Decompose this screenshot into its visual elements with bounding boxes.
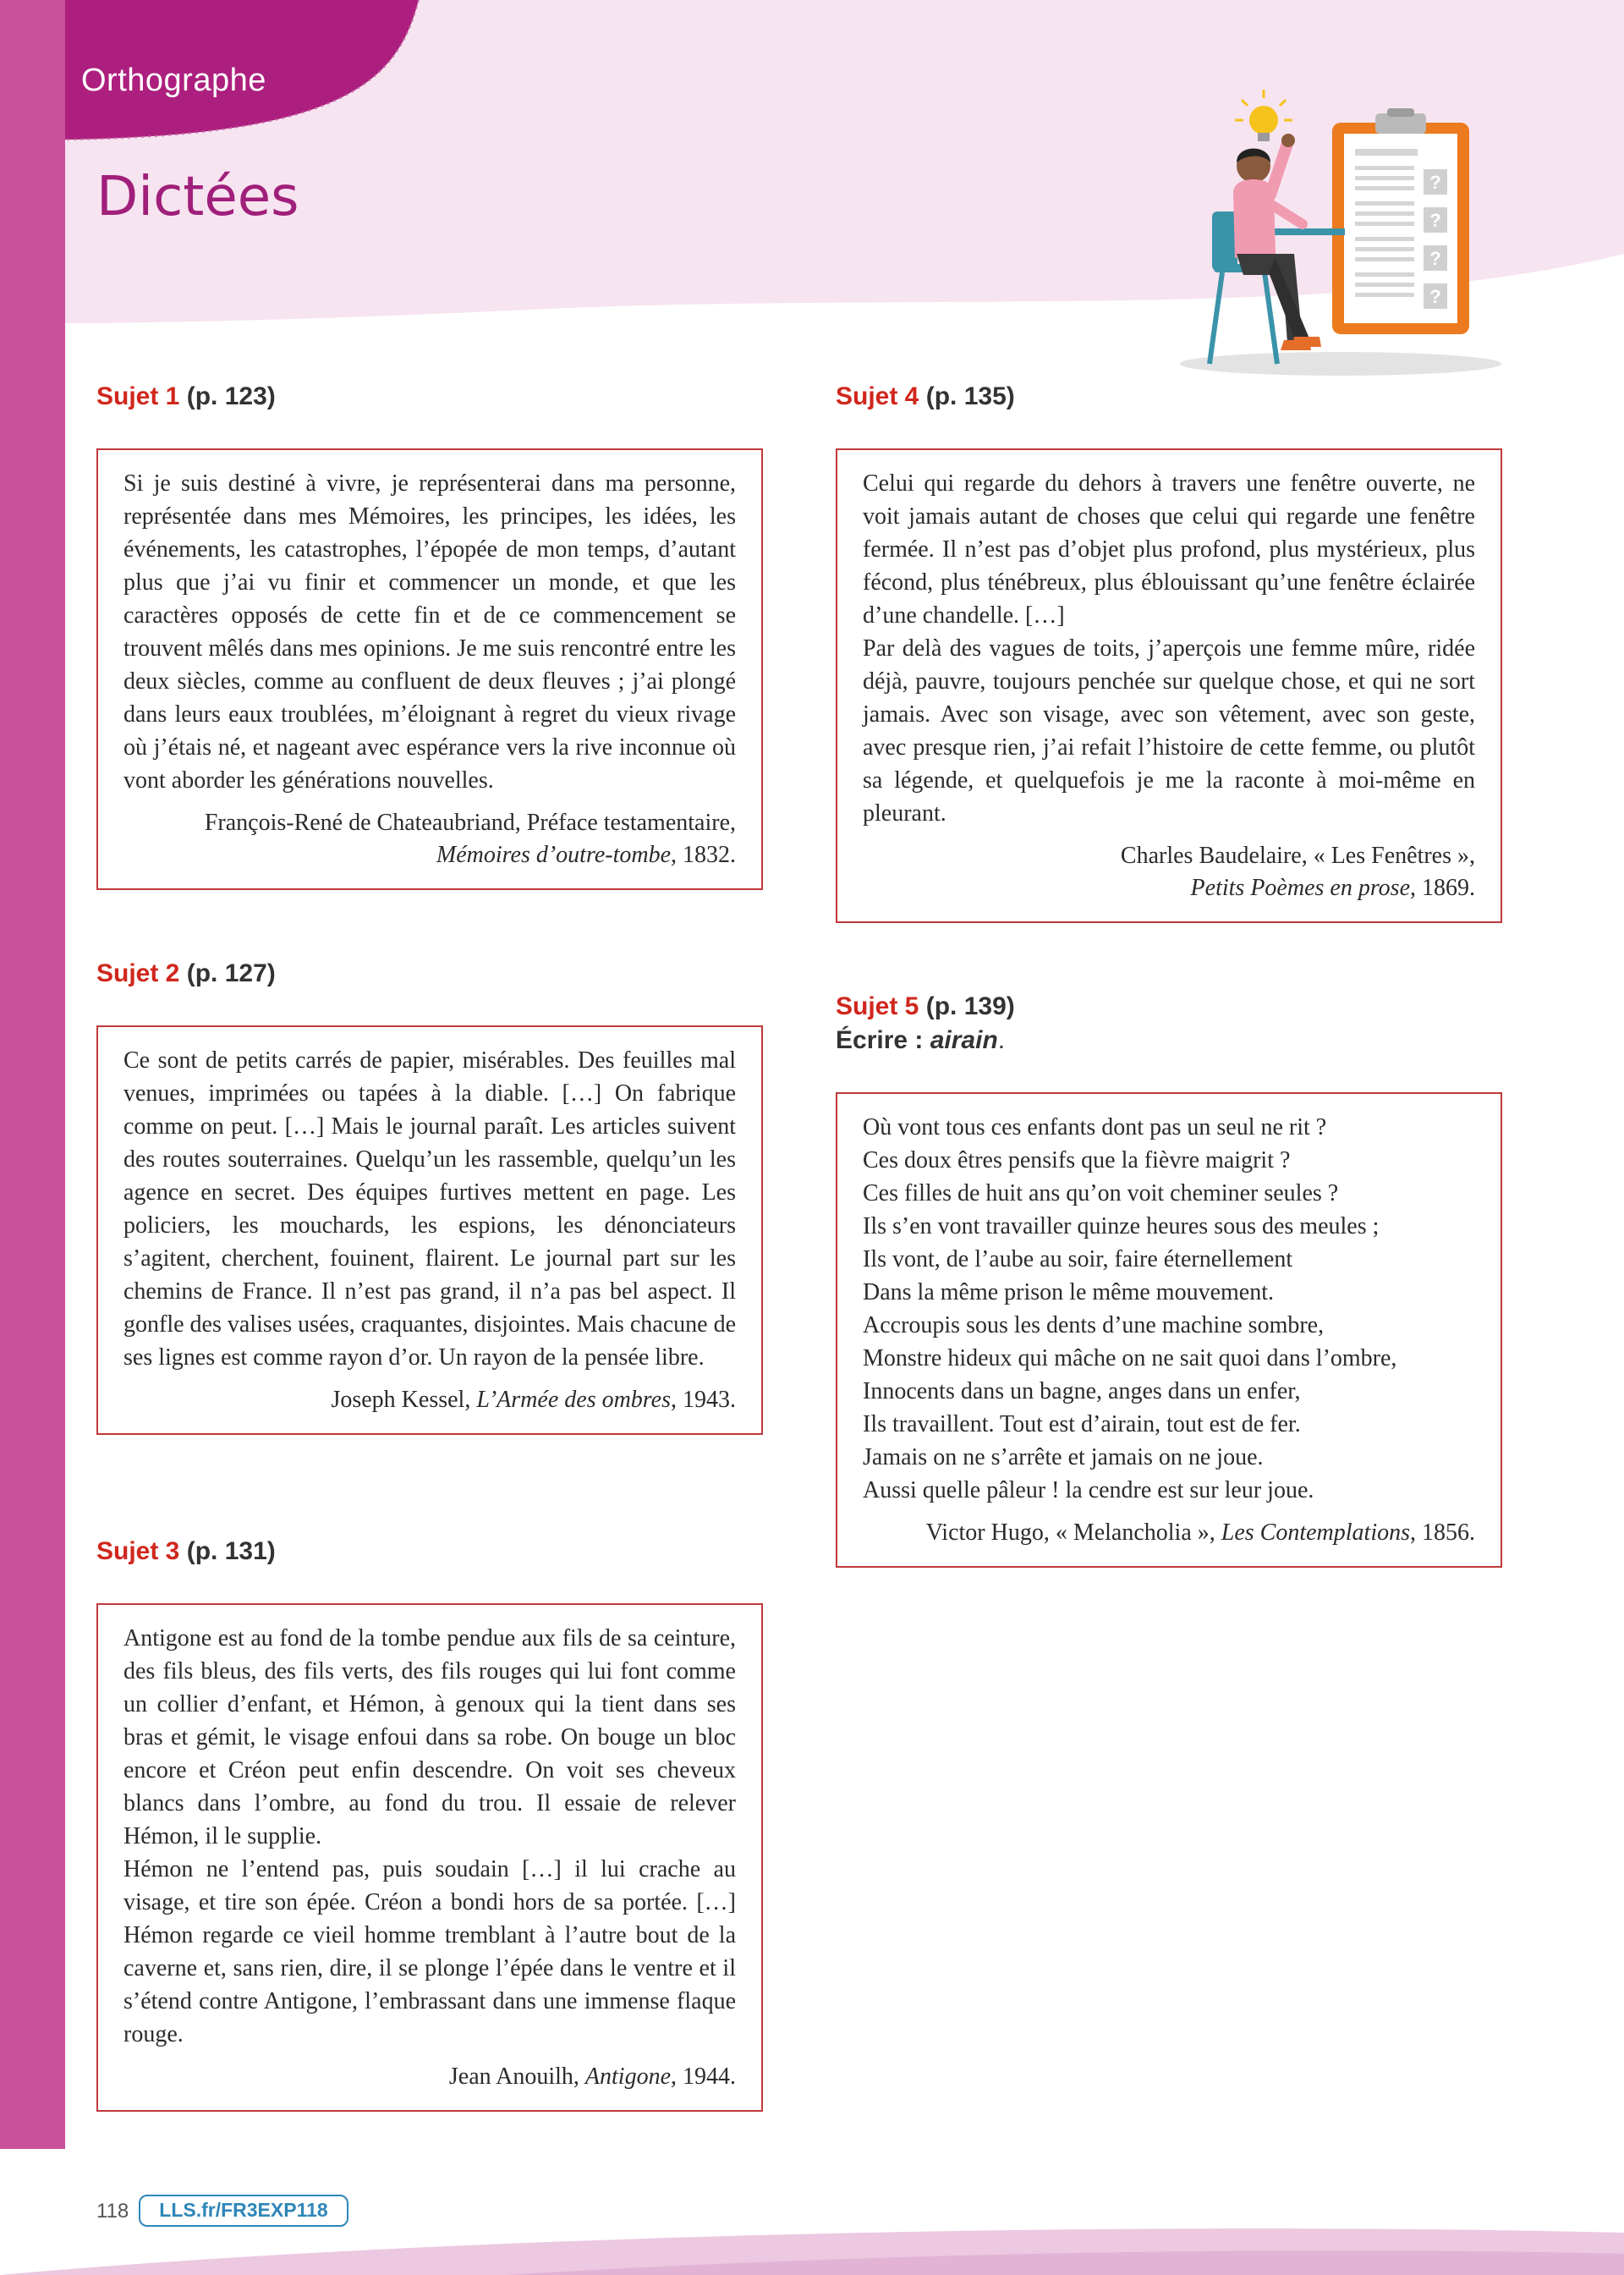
sujet-4-source-work: Petits Poèmes en prose — [1190, 875, 1410, 901]
sujet-3-heading — [96, 1535, 763, 1569]
sidebar-band — [0, 0, 65, 2149]
sujet-3-source — [123, 2061, 736, 2093]
page-title: Dictées — [96, 166, 299, 228]
sujet-3-paragraph-2: Hémon ne l’entend pas, puis soudain […] il lui crache au visage, et tire son épée. Créon a bondi hors de sa portée. […] Hémon regarde ce vieil homme tremblant à l’autre bout de la caverne et, sans rien, dire, il se plonge l’épée dans le ventre et il s’étend contre Antigone, l’embrassant dans une immense flaque rouge. — [123, 1856, 736, 2047]
poem-line: Ces filles de huit ans qu’on voit cheminer seules ? — [863, 1180, 1339, 1206]
sujet-3-paragraph-1: Antigone est au fond de la tombe pendue aux fils de sa ceinture, des fils bleus, des fils verts, des fils rouges qui lui font comme un collier d’enfant, et Hémon, à genoux qui la tient dans ses bras et gémit, le visage enfoui dans sa robe. On bouge un bloc encore et Créon peut enfin descendre. On voit ses cheveux blancs dans l’ombre, au fond du trou. Il essaie de relever Hémon, il le supplie. — [123, 1625, 736, 1849]
sujet-5-poem — [863, 1111, 1475, 1507]
lls-link[interactable]: LLS.fr/FR3EXP118 — [139, 2195, 348, 2227]
sujet-4-paragraph-2: Par delà des vagues de toits, j’aperçois une femme mûre, ridée déjà, pauvre, toujours penchée sur quelque chose, et qui ne sort jamais. Avec son visage, avec son vêtement, avec son geste, avec presque rien, j’ai refait l’histoire de cette femme, ou plutôt sa légende, et quelquefois je me la raconte à moi-même en pleurant. — [863, 635, 1475, 827]
poem-line: Ils travaillent. Tout est d’airain, tout est de fer. — [863, 1411, 1301, 1437]
sujet-1-label: Sujet 1 — [96, 382, 180, 410]
poem-line: Où vont tous ces enfants dont pas un seul ne rit ? — [863, 1114, 1327, 1140]
sujet-1-source-year: 1832. — [677, 842, 736, 868]
sujet-5-label: Sujet 5 — [836, 992, 919, 1020]
sujet-4-heading — [836, 380, 1502, 414]
poem-line: Ils s’en vont travailler quinze heures sous des meules ; — [863, 1213, 1380, 1239]
poem-line: Accroupis sous les dents d’une machine sombre, — [863, 1312, 1325, 1338]
sujet-5 — [836, 990, 1502, 1568]
sujet-5-instruction — [836, 1024, 1502, 1058]
sujet-3-text-box — [96, 1603, 763, 2112]
sujet-1-text-box — [96, 448, 763, 890]
sujet-4-source-year: , 1869. — [1410, 875, 1475, 901]
sujet-2 — [96, 957, 763, 1435]
sujet-1-paragraph: Si je suis destiné à vivre, je représenterai dans ma personne, représentée dans mes Mémoires, les principes, les idées, les événements, les catastrophes, l’épopée de mon temps, d’autant plus que j’ai vu finir et commencer un monde, et que les caractères opposés de cette fin et de ce commencement se trouvent mêlés dans mes opinions. Je me suis rencontré entre les deux siècles, comme au confluent de deux fleuves ; j’ai plongé dans leurs eaux troublées, m’éloignant à regret du vieux rivage où j’étais né, et nageant avec espérance vers la rive inconnue où vont aborder les générations nouvelles. — [123, 470, 736, 794]
sujet-1 — [96, 380, 763, 890]
sujet-4-label: Sujet 4 — [836, 382, 919, 410]
question-mark-2: ? — [1429, 210, 1441, 231]
sujet-2-label: Sujet 2 — [96, 959, 180, 987]
sujet-2-page: (p. 127) — [186, 959, 276, 987]
question-mark-1: ? — [1429, 172, 1441, 193]
sujet-5-source-work: Les Contemplations — [1221, 1519, 1410, 1546]
sujet-3-source-work: Antigone — [584, 2063, 671, 2090]
sujet-1-source-work: Mémoires d’outre-tombe, — [436, 842, 677, 868]
sujet-3 — [96, 1535, 763, 2112]
section-label: Orthographe — [81, 63, 266, 98]
sujet-2-source-author: Joseph Kessel, — [331, 1387, 477, 1413]
sujet-1-heading — [96, 380, 763, 414]
sujet-4-source — [863, 840, 1475, 904]
sujet-5-heading — [836, 990, 1502, 1058]
poem-line: Dans la même prison le même mouvement. — [863, 1279, 1274, 1305]
sujet-4-text-box — [836, 448, 1502, 923]
sujet-2-heading — [96, 957, 763, 991]
sujet-3-source-year: , 1944. — [671, 2063, 736, 2090]
sujet-2-source-work: L’Armée des ombres — [476, 1387, 671, 1413]
poem-line: Ils vont, de l’aube au soir, faire éternellement — [863, 1246, 1293, 1272]
sujet-4 — [836, 380, 1502, 923]
sujet-4-source-author: Charles Baudelaire, « Les Fenêtres », — [1120, 843, 1475, 869]
sujet-5-instruction-word: airain — [930, 1026, 998, 1054]
sujet-1-source — [123, 807, 736, 871]
poem-line: Aussi quelle pâleur ! la cendre est sur leur joue. — [863, 1477, 1314, 1503]
sujet-5-source-year: , 1856. — [1410, 1519, 1475, 1546]
sujet-5-instruction-prefix: Écrire : — [836, 1026, 930, 1054]
sujet-1-page: (p. 123) — [186, 382, 276, 410]
sujet-3-source-author: Jean Anouilh, — [448, 2063, 585, 2090]
sujet-4-paragraph-1: Celui qui regarde du dehors à travers une fenêtre ouverte, ne voit jamais autant de choses que celui qui regarde une fenêtre fermée. Il n’est pas d’objet plus profond, plus mystérieux, plus fécond, plus ténébreux, plus éblouissant qu’une fenêtre éclairée d’une chandelle. […] — [863, 470, 1475, 629]
poem-line: Monstre hideux qui mâche on ne sait quoi dans l’ombre, — [863, 1345, 1397, 1371]
sujet-2-source — [123, 1384, 736, 1416]
page-number: 118 — [96, 2200, 129, 2223]
poem-line: Ces doux êtres pensifs que la fièvre maigrit ? — [863, 1147, 1291, 1173]
sujet-5-page: (p. 139) — [925, 992, 1015, 1020]
poem-line: Innocents dans un bagne, anges dans un enfer, — [863, 1378, 1301, 1404]
sujet-1-source-author: François-René de Chateaubriand, Préface testamentaire, — [204, 810, 736, 836]
sujet-4-page: (p. 135) — [925, 382, 1015, 410]
sujet-5-source — [863, 1517, 1475, 1549]
sujet-3-label: Sujet 3 — [96, 1537, 180, 1565]
poem-line: Jamais on ne s’arrête et jamais on ne joue. — [863, 1444, 1264, 1470]
question-mark-3: ? — [1429, 248, 1441, 269]
sujet-2-paragraph: Ce sont de petits carrés de papier, misérables. Des feuilles mal venues, imprimées ou tapées à la diable. […] On fabrique comme on peut. […] Mais le journal paraît. Les articles suivent des routes souterraines. Quelqu’un les rassemble, quelqu’un les agence en secret. Des équipes furtives mettent en page. Les policiers, les mouchards, les espions, les dénonciateurs s’agitent, cherchent, fouinent, flairent. Le journal part sur les chemins de France. Il n’est pas grand, il n’a pas bel aspect. Il gonfle des valises usées, craquantes, disjointes. Mais chacune de ses lignes est comme rayon d’or. Un rayon de la pensée libre. — [123, 1047, 736, 1371]
sujet-3-page: (p. 131) — [186, 1537, 276, 1565]
sujet-5-text-box — [836, 1092, 1502, 1568]
sujet-2-text-box — [96, 1025, 763, 1435]
sujet-5-instruction-suffix: . — [997, 1026, 1006, 1054]
question-mark-4: ? — [1429, 286, 1441, 307]
sujet-2-source-year: , 1943. — [671, 1387, 736, 1413]
sujet-5-source-author: Victor Hugo, « Melancholia », — [925, 1519, 1221, 1546]
student-clipboard-illustration — [1176, 85, 1506, 381]
